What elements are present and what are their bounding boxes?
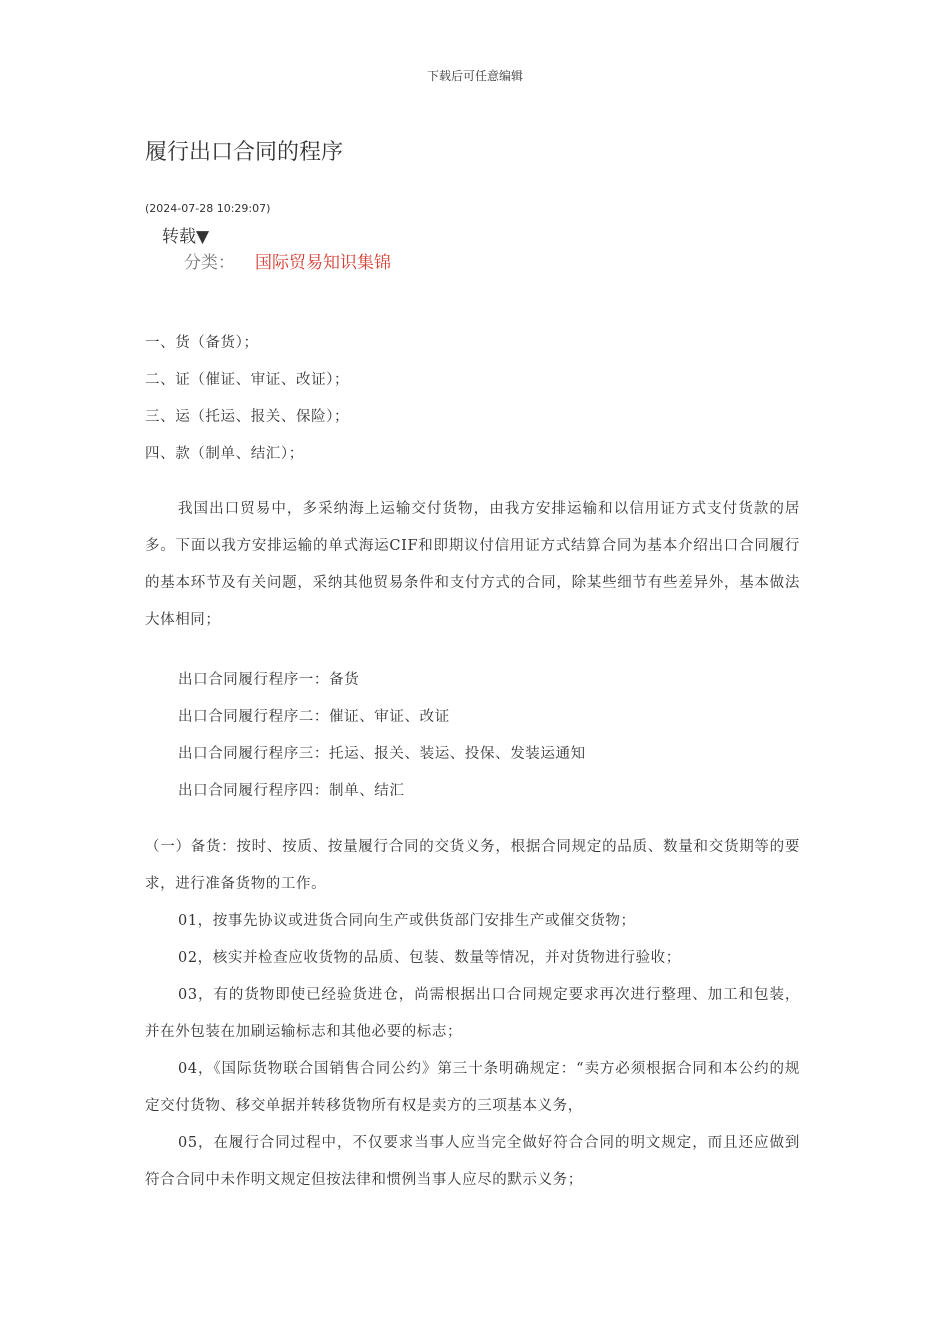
step-item: 一、货（备货）； <box>145 335 259 351</box>
procedure-item: 出口合同履行程序一：备货 <box>178 672 360 688</box>
page-header: 下载后可任意编辑 <box>426 69 523 83</box>
category-label: 分类： <box>184 253 235 273</box>
category-link[interactable]: 国际贸易知识集锦 <box>255 253 391 273</box>
procedure-item: 出口合同履行程序四：制单、结汇 <box>178 783 405 799</box>
repost-toggle[interactable]: 转载▼ <box>162 227 210 247</box>
step-item: 四、款（制单、结汇）； <box>145 446 304 462</box>
section-item: 03，有的货物即使已经验货进仓，尚需根据出口合同规定要求再次进行整理、加工和包装，并在外包装在加刷运输标志和其他必要的标志； <box>145 987 800 1040</box>
procedure-item: 出口合同履行程序三：托运、报关、装运、投保、发装运通知 <box>178 746 586 762</box>
intro-paragraph: 我国出口贸易中，多采纳海上运输交付货物，由我方安排运输和以信用证方式支付货款的居多。下面以我方安排运输的单式海运CIF和即期议付信用证方式结算合同为基本介绍出口合同履行的基本环节及有关问题，采纳其他贸易条件和支付方式的合同，除某些细节有些差异外，基本做法大体相同； <box>145 501 800 628</box>
section-item: 02，核实并检查应收货物的品质、包装、数量等情况，并对货物进行验收； <box>178 950 681 966</box>
category-line <box>184 248 391 273</box>
section-item: 05，在履行合同过程中，不仅要求当事人应当完全做好符合合同的明文规定，而且还应做到符合合同中未作明文规定但按法律和惯例当事人应尽的默示义务； <box>145 1135 800 1188</box>
article-date: (2024-07-28 10:29:07) <box>145 202 271 215</box>
step-item: 二、证（催证、审证、改证）； <box>145 372 350 388</box>
step-item: 三、运（托运、报关、保险）； <box>145 409 350 425</box>
section-item: 04，《国际货物联合国销售合同公约》第三十条明确规定：“卖方必须根据合同和本公约的规定交付货物、移交单据并转移货物所有权是卖方的三项基本义务， <box>145 1061 800 1114</box>
section-item: 01，按事先协议或进货合同向生产或供货部门安排生产或催交货物； <box>178 913 636 929</box>
article-title: 履行出口合同的程序 <box>145 140 344 165</box>
procedure-item: 出口合同履行程序二：催证、审证、改证 <box>178 709 450 725</box>
section-heading: （一）备货：按时、按质、按量履行合同的交货义务，根据合同规定的品质、数量和交货期等的要求，进行准备货物的工作。 <box>145 839 800 892</box>
